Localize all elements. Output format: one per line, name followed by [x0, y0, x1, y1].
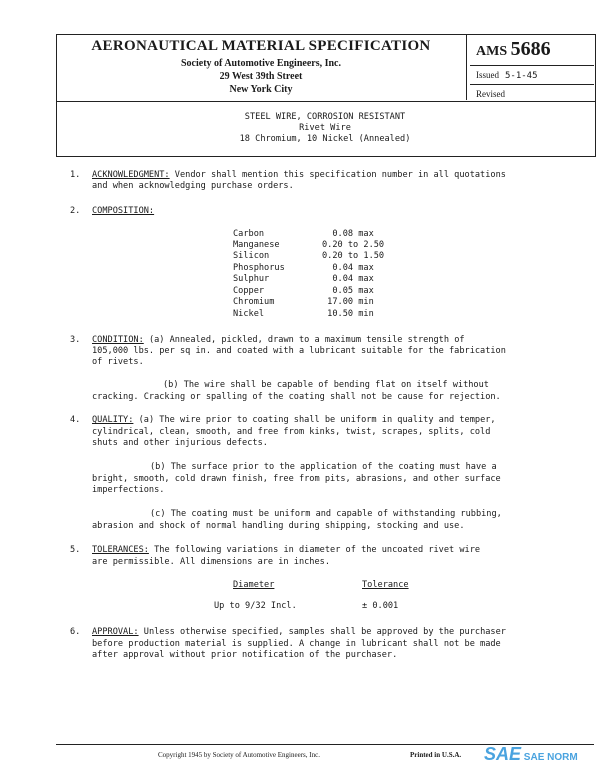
tolerance-diameter-cell: Up to 9/32 Incl.: [214, 601, 297, 611]
section-number: 6.: [70, 627, 81, 637]
paragraph-line: 105,000 lbs. per sq in. and coated with a lubricant suitable for the fabrication: [92, 346, 506, 356]
composition-element: Manganese: [233, 240, 280, 250]
paragraph-line: (b) The surface prior to the application of the coating must have a: [150, 462, 497, 472]
composition-element: Sulphur: [233, 274, 270, 284]
society-city: New York City: [229, 84, 293, 95]
section-heading: TOLERANCES:: [92, 545, 149, 555]
composition-value: 0.05 max: [322, 286, 374, 296]
paragraph-line: (c) The coating must be uniform and capable of withstanding rubbing,: [150, 509, 502, 519]
ams-prefix: AMS: [476, 44, 508, 59]
section-heading: COMPOSITION:: [92, 206, 155, 216]
paragraph-line: cracking. Cracking or spalling of the coating shall not be cause for rejection.: [92, 392, 501, 402]
composition-value: 0.20 to 1.50: [322, 251, 385, 261]
tolerances-section: [92, 545, 480, 555]
composition-element: Carbon: [233, 229, 265, 239]
header-divider: [470, 84, 594, 85]
issued-label: Issued: [476, 70, 499, 80]
header-title-block: [56, 34, 467, 100]
society-street: 29 West 39th Street: [219, 71, 303, 82]
tolerance-column-header: Tolerance: [362, 580, 409, 590]
header-divider: [470, 65, 594, 66]
composition-value: 0.08 max: [322, 229, 374, 239]
tolerance-value-cell: ± 0.001: [362, 601, 399, 611]
paragraph-line: bright, smooth, cold drawn finish, free from pits, abrasions, and other surface: [92, 474, 501, 484]
paragraph-line: shuts and other injurious defects.: [92, 438, 268, 448]
section-heading: QUALITY:: [92, 415, 134, 425]
subject-line-3: 18 Chromium, 10 Nickel (Annealed): [239, 134, 411, 144]
section-number: 4.: [70, 415, 81, 425]
paragraph-line: imperfections.: [92, 485, 165, 495]
printed-in-notice: Printed in U.S.A.: [410, 751, 462, 759]
condition-section: [92, 335, 465, 345]
approval-section: [92, 627, 506, 637]
copyright-notice: Copyright 1945 by Society of Automotive Engineers, Inc.: [158, 751, 320, 759]
composition-value: 0.04 max: [322, 274, 374, 284]
ams-designation: [476, 38, 551, 61]
section-number: 5.: [70, 545, 81, 555]
composition-element: Chromium: [233, 297, 275, 307]
paragraph-line: of rivets.: [92, 357, 144, 367]
watermark-text: SAE NORM: [523, 752, 578, 763]
paragraph-line: Unless otherwise specified, samples shall be approved by the purchaser: [143, 627, 506, 637]
paragraph-line: after approval without prior notification of the purchaser.: [92, 650, 398, 660]
spec-title: AERONAUTICAL MATERIAL SPECIFICATION: [91, 38, 431, 54]
section-number: 1.: [70, 170, 81, 180]
revised-label: Revised: [476, 89, 505, 99]
sae-norm-watermark: [484, 744, 578, 765]
composition-value: 0.04 max: [322, 263, 374, 273]
ams-number: 5686: [510, 38, 551, 60]
composition-value: 17.00 min: [322, 297, 374, 307]
composition-value: 0.20 to 2.50: [322, 240, 385, 250]
composition-element: Silicon: [233, 251, 270, 261]
sae-logo-icon: SAE: [484, 744, 522, 764]
paragraph-line: before production material is supplied. A change in lubricant shall not be made: [92, 639, 501, 649]
composition-element: Copper: [233, 286, 265, 296]
subject-line-2: Rivet Wire: [299, 123, 351, 133]
paragraph-line: (a) Annealed, pickled, drawn to a maximum tensile strength of: [148, 335, 465, 345]
quality-section: [92, 415, 496, 425]
subject-line-1: STEEL WIRE, CORROSION RESISTANT: [244, 112, 406, 122]
paragraph-line: abrasion and shock of normal handling during shipping, stocking and use.: [92, 521, 465, 531]
section-heading: APPROVAL:: [92, 627, 139, 637]
paragraph-line: (b) The wire shall be capable of bending flat on itself without: [163, 380, 489, 390]
section-number: 3.: [70, 335, 81, 345]
section-heading: ACKNOWLEDGMENT:: [92, 170, 170, 180]
tolerance-column-header: Diameter: [233, 580, 275, 590]
paragraph-line: and when acknowledging purchase orders.: [92, 181, 294, 191]
paragraph-line: are permissible. All dimensions are in inches.: [92, 557, 330, 567]
paragraph-line: (a) The wire prior to coating shall be uniform in quality and temper,: [138, 415, 496, 425]
section-heading: CONDITION:: [92, 335, 144, 345]
composition-value: 10.50 min: [322, 309, 374, 319]
composition-element: Nickel: [233, 309, 265, 319]
issued-date: 5-1-45: [505, 71, 538, 81]
paragraph-line: The following variations in diameter of the uncoated rivet wire: [154, 545, 481, 555]
issued-field: [476, 70, 538, 81]
acknowledgment-section: [92, 170, 506, 180]
section-number: 2.: [70, 206, 81, 216]
paragraph-line: Vendor shall mention this specification number in all quotations: [174, 170, 506, 180]
composition-element: Phosphorus: [233, 263, 285, 273]
paragraph-line: cylindrical, clean, smooth, and free from kinks, twist, scrapes, splits, cold: [92, 427, 491, 437]
society-name: Society of Automotive Engineers, Inc.: [181, 58, 341, 69]
